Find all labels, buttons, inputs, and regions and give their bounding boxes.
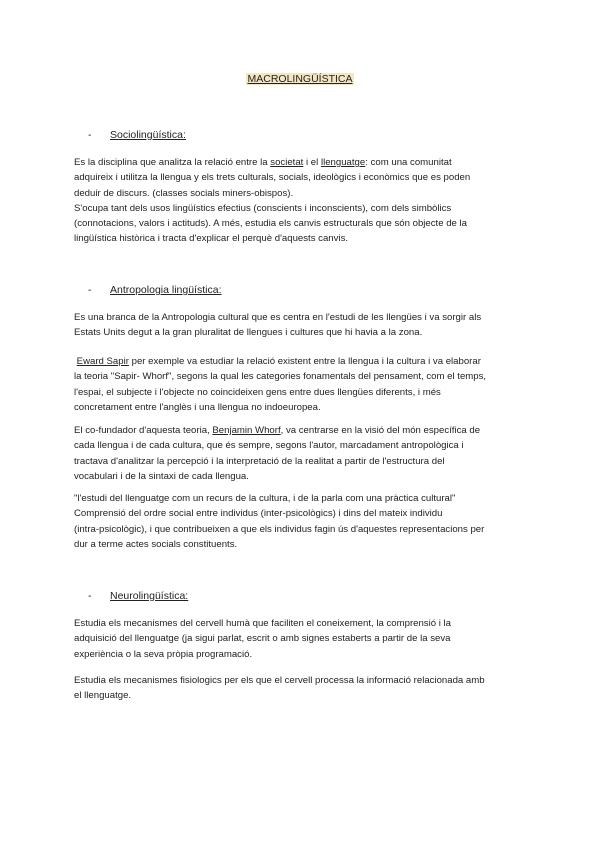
text-line: "l'estudi del llenguatge com un recurs de la cultura, i de la parla com una pràctica cultural" <box>74 493 456 504</box>
text-line: l'espai, el subjecte i l'objecte no coincideixen gens entre dues llengües diferents, i més <box>74 386 441 398</box>
text-line: deduir de discurs. (classes socials miners-obispos). <box>74 187 294 199</box>
text-line: (intra-psicològic), i que contribueixen a que els individus fagin ús d'aquestes representacions per <box>74 523 485 535</box>
text-line: Estats Units degut a la gran pluralitat de llengues i cultures que hi havia a la zona. <box>74 327 423 339</box>
bullet-dash: - <box>88 590 92 602</box>
paragraph <box>74 491 534 552</box>
paragraph <box>74 423 534 484</box>
author-whorf: Benjamin Whorf <box>212 425 281 436</box>
author-sapir: Eward Sapir <box>76 356 129 367</box>
page-title: MACROLINGÜÍSTICA <box>247 73 353 85</box>
text-line: cada llengua i de cada cultura, que és sempre, segons l'autor, marcadament antropològica i <box>74 440 464 452</box>
text-line: adquireix i utilitza la llengua y els trets culturals, socials, ideològics i econòmics que es poden <box>74 172 471 184</box>
text-line: vocabulari i de la sintaxi de cada llengua. <box>74 470 249 482</box>
text-line: lingüística històrica i tracta d'explicar el perquè d'aquests canvis. <box>74 233 349 245</box>
text-line: Estudia els mecanismes del cervell humà que faciliten el coneixement, la comprensió i la <box>74 618 452 629</box>
paragraph <box>74 155 534 247</box>
text-line: la teoria "Sapir- Whorf", segons la qual les categories fonamentals del pensament, com el temps, <box>74 371 487 383</box>
text-line: S'ocupa tant dels usos lingüístics efectius (conscients i inconscients), com dels simbòlics <box>74 202 452 214</box>
paragraph <box>74 310 534 341</box>
text-line: adquisició del llenguatge (ja sigui parlat, escrit o amb signes estaberts a partir de la seva <box>74 633 451 645</box>
text-line: Comprensió del ordre social entre individus (inter-psicològics) i dins del mateix individu <box>74 508 443 520</box>
text-line: (connotacions, valors i actituds). A més, estudia els canvis estructurals que són objecte de la <box>74 218 468 230</box>
section-heading-sociolinguistica: - Sociolingüística: <box>88 129 186 141</box>
text-line: Es una branca de la Antropologia cultural que es centra en l'estudi de les llengües i va sorgir als <box>74 312 482 323</box>
text-line: Es la disciplina que analitza la relació entre la societat i el llenguatge: com una comunitat <box>74 157 452 168</box>
paragraph <box>74 616 534 662</box>
section-heading-neurolinguistica: - Neurolingüística: <box>88 590 189 602</box>
text-line: tractava d'analitzar la percepció i la interpretació de la realitat a partir de l'estructura del <box>74 455 445 467</box>
paragraph <box>74 354 534 415</box>
bullet-dash: - <box>88 129 92 141</box>
term-societat: societat <box>270 157 304 168</box>
bullet-dash: - <box>88 284 92 296</box>
text-line: concretament entre l'anglès i una llengua no indoeuropea. <box>74 401 321 413</box>
text-line: el llenguatge. <box>74 690 132 702</box>
text-line: Eward Sapir per exemple va estudiar la relació existent entre la llengua i la cultura i va elaborar <box>76 356 481 367</box>
text-line: experiència o la seva pròpia programació. <box>74 648 253 660</box>
term-llenguatge: llenguatge <box>320 157 366 168</box>
section-heading-antropologia: - Antropologia lingüística: <box>88 284 222 296</box>
text-line: Estudia els mecanismes fisiologics per els que el cervell processa la informació relacionada amb <box>74 675 485 686</box>
text-line: dur a terme actes socials constituents. <box>74 538 238 550</box>
paragraph <box>74 673 534 704</box>
text-line: El co-fundador d'aquesta teoria, Benjamin Whorf, va centrarse en la visió del món específica de <box>74 425 481 436</box>
